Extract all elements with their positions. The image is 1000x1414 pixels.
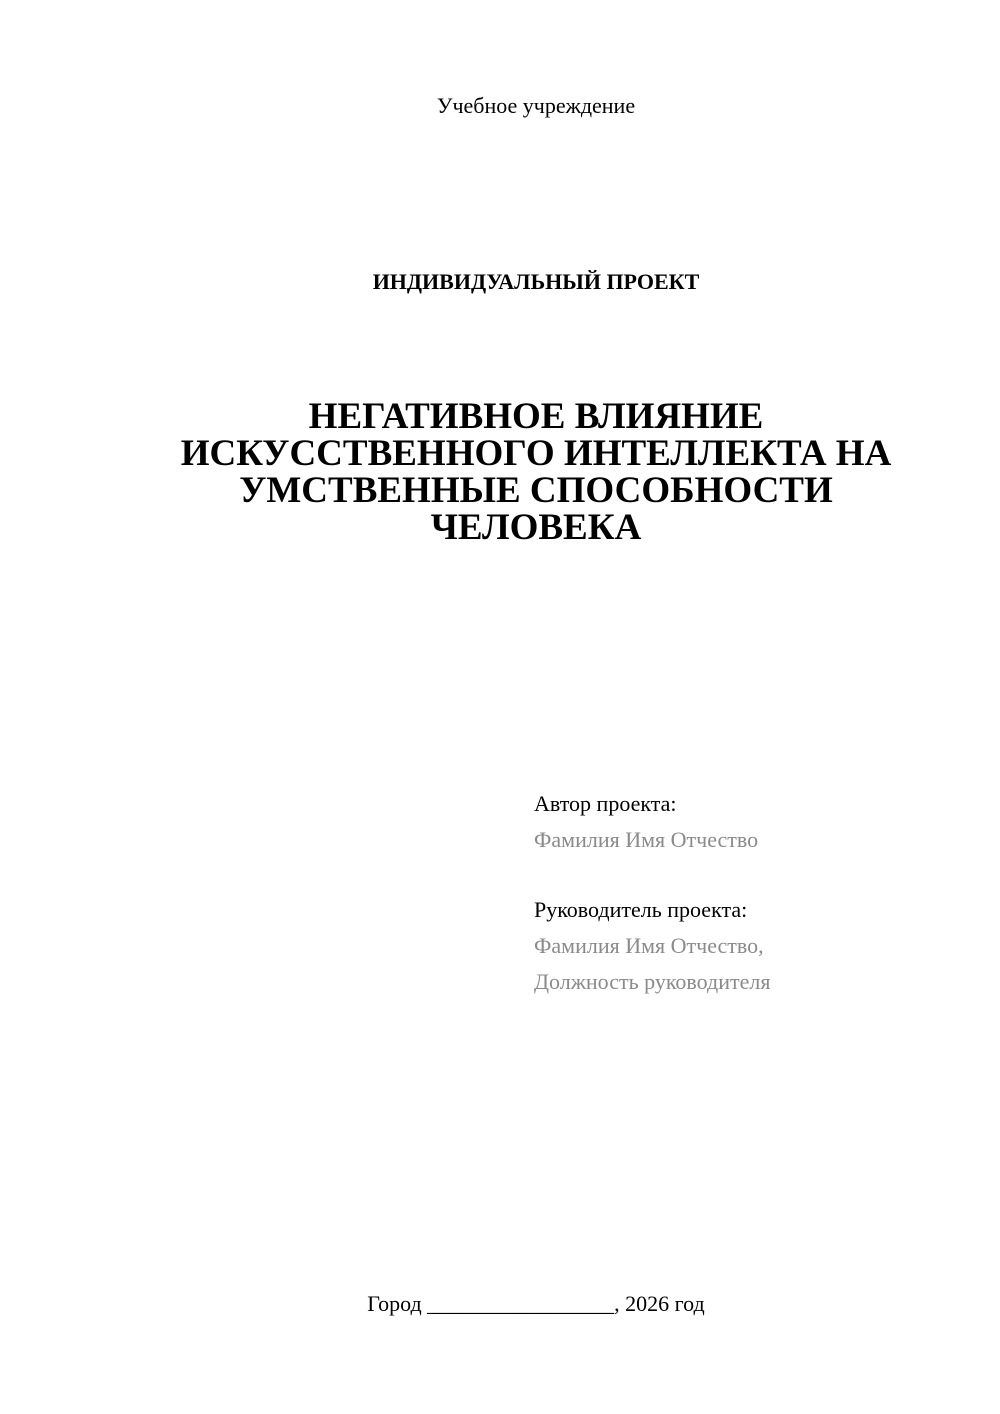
project-title-line: ИСКУССТВЕННОГО ИНТЕЛЛЕКТА НА: [180, 433, 892, 474]
institution-name: Учебное учреждение: [436, 93, 636, 118]
supervisor-position-placeholder: Должность руководителя: [534, 969, 771, 994]
supervisor-name-placeholder: Фамилия Имя Отчество,: [534, 933, 764, 958]
author-block: [534, 786, 974, 858]
city-year-line: Город _________________, 2026 год: [367, 1291, 705, 1316]
document-type: ИНДИВИДУАЛЬНЫЙ ПРОЕКТ: [372, 269, 700, 294]
project-title-line: ЧЕЛОВЕКА: [430, 507, 642, 548]
project-title-line: НЕГАТИВНОЕ ВЛИЯНИЕ: [308, 396, 764, 437]
author-name-placeholder: Фамилия Имя Отчество: [534, 827, 759, 852]
author-label: Автор проекта:: [534, 791, 677, 816]
supervisor-label: Руководитель проекта:: [534, 897, 748, 922]
project-title-line: УМСТВЕННЫЕ СПОСОБНОСТИ: [239, 470, 833, 511]
supervisor-block: [534, 892, 974, 1000]
project-title: [120, 398, 952, 546]
